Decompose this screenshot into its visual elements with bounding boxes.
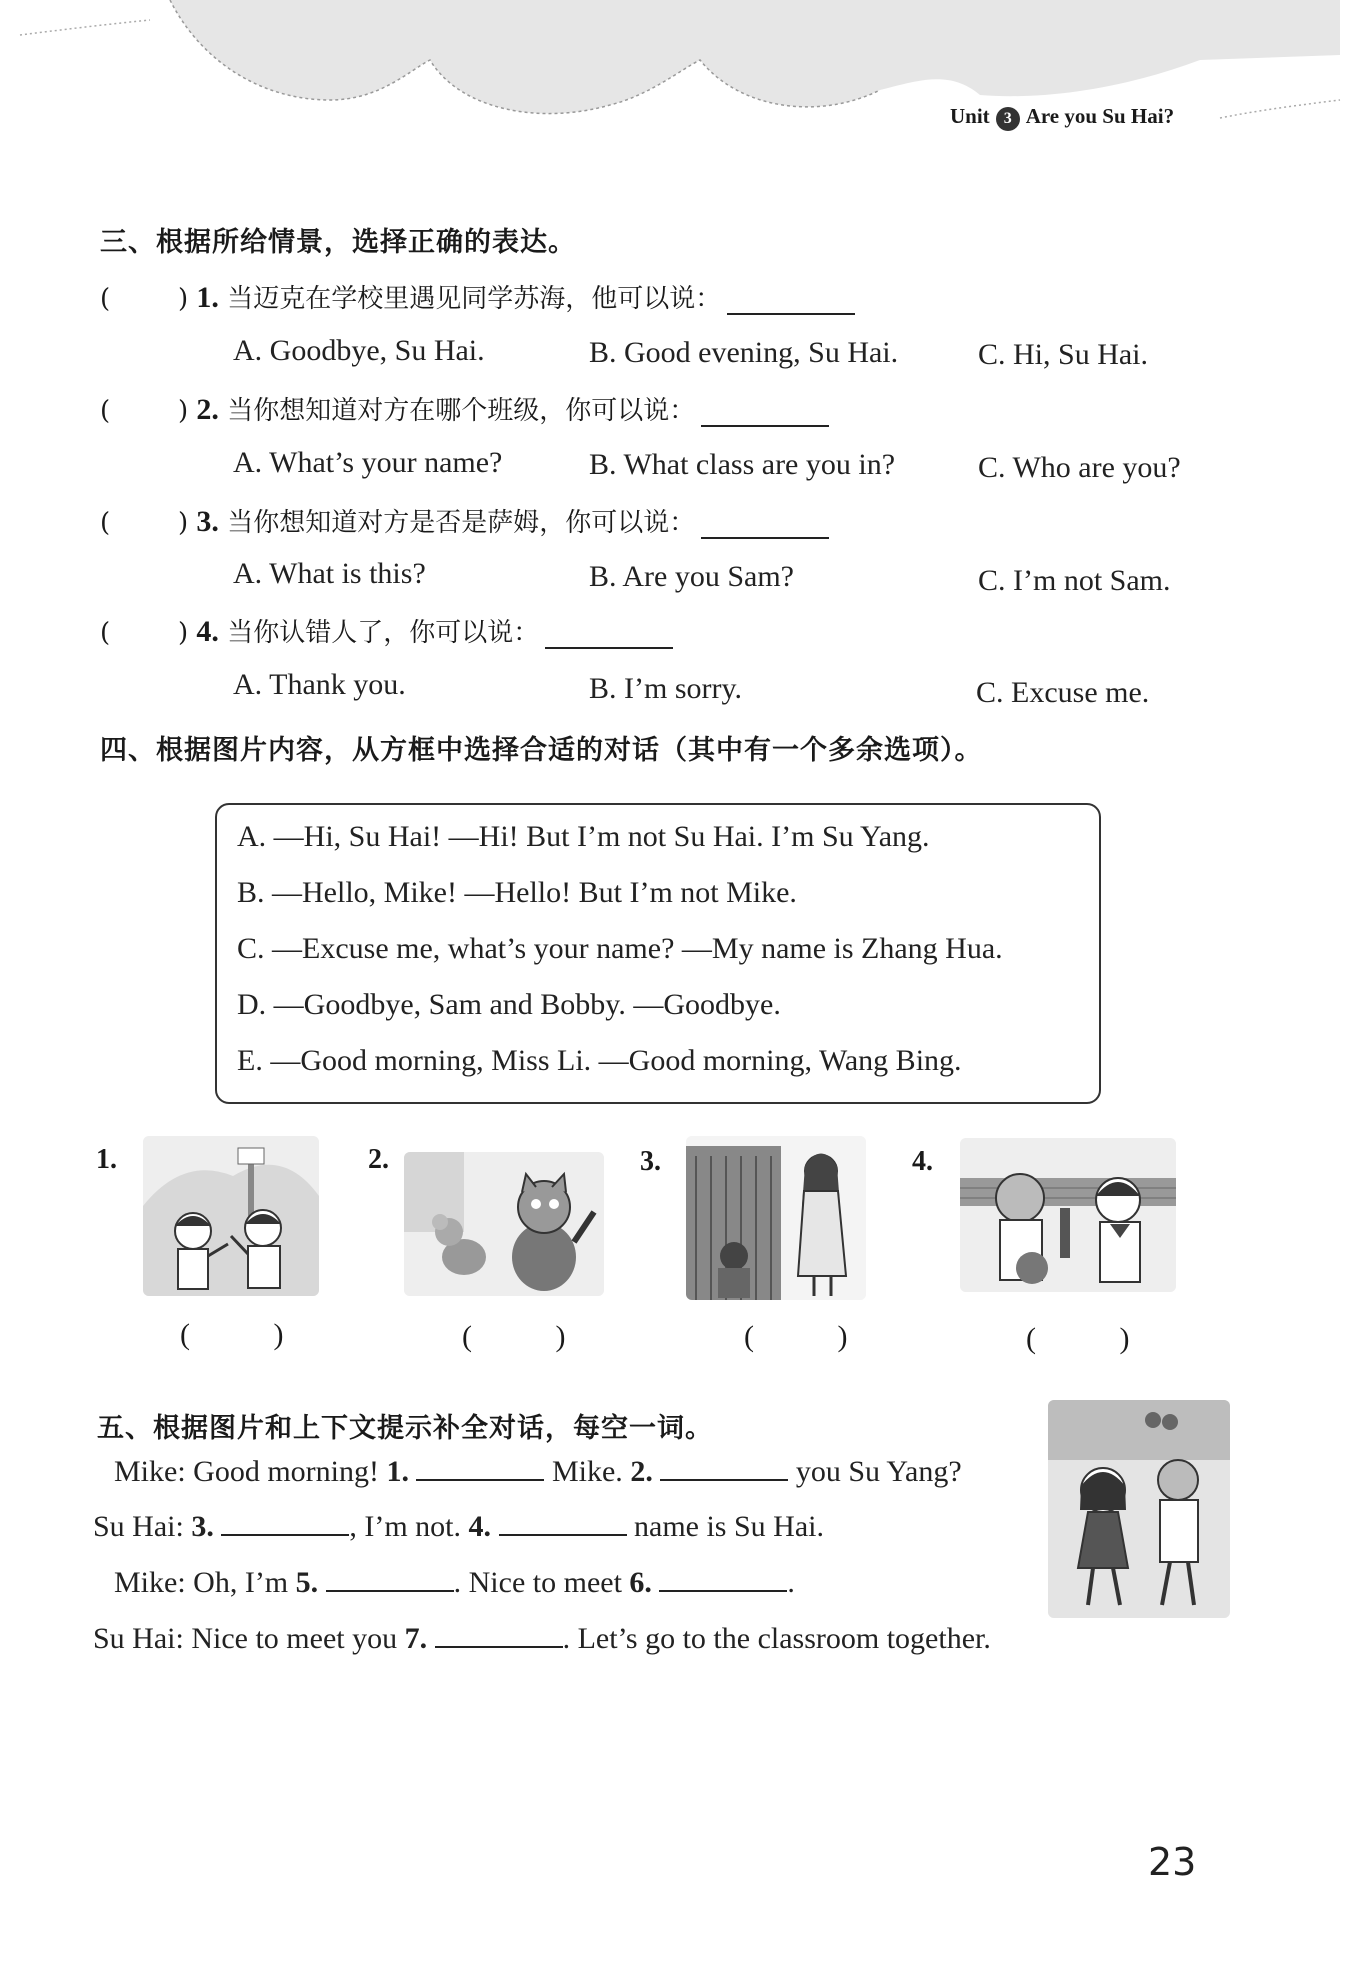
dialogue-text: Su Hai: Nice to meet you [93,1622,405,1655]
question-number: 3. [196,505,219,538]
picture-1-two-boys-greeting [143,1136,319,1296]
picture-4-answer[interactable]: ( ) [1026,1322,1168,1355]
question-1 [100,278,855,315]
answer-paren-close: ) [178,618,189,648]
dialogue-option-c: C. —Excuse me, what’s your name? —My name is Zhang Hua. [237,932,1003,965]
picture-number: 1. [96,1144,117,1175]
option-b: B. Good evening, Su Hai. [589,336,899,369]
unit-header [950,104,1174,131]
answer-blank[interactable] [545,621,673,649]
fill-blank-2[interactable] [660,1455,788,1481]
fill-blank-3[interactable] [221,1510,349,1536]
option-b: B. What class are you in? [589,448,896,481]
section5-picture-boy-and-girl-walking [1048,1400,1230,1618]
answer-paren-open: ( [100,618,111,648]
dialogue-line-1 [114,1455,962,1489]
question-4 [100,612,673,649]
picture-number: 2. [368,1144,389,1175]
question-number: 2. [196,393,219,426]
question-3 [100,502,829,539]
option-c: C. Who are you? [978,451,1181,484]
section4-title: 四、根据图片内容，从方框中选择合适的对话（其中有一个多余选项）。 [100,735,983,766]
answer-paren-open: ( [100,396,111,426]
dialogue-text: . Nice to meet [453,1566,630,1599]
answer-blank[interactable] [727,287,855,315]
blank-number: 1. [386,1455,409,1488]
picture-number: 4. [912,1146,933,1177]
blank-number: 2. [630,1455,653,1488]
fill-blank-5[interactable] [326,1566,454,1592]
dialogue-line-2 [93,1510,824,1544]
dialogue-text: name is Su Hai. [626,1510,824,1543]
fill-blank-1[interactable] [416,1455,544,1481]
picture-3-boy-and-teacher [686,1136,866,1300]
dialogue-option-e: E. —Good morning, Miss Li. —Good morning, Wang Bing. [237,1044,962,1077]
unit-title: Are you Su Hai? [1025,104,1175,128]
section3-title: 三、根据所给情景，选择正确的表达。 [100,227,576,258]
dialogue-option-b: B. —Hello, Mike! —Hello! But I’m not Mike. [237,876,797,909]
option-a: A. What’s your name? [233,446,503,479]
answer-paren-open: ( [100,284,111,314]
option-a: A. What is this? [233,557,426,590]
option-b: B. Are you Sam? [589,560,794,593]
dialogue-option-d: D. —Goodbye, Sam and Bobby. —Goodbye. [237,988,781,1021]
unit-number-badge: 3 [996,107,1020,131]
picture-number: 3. [640,1146,661,1177]
answer-paren-close: ) [178,508,189,538]
picture-2-answer[interactable]: ( ) [462,1320,604,1353]
blank-number: 4. [468,1510,491,1543]
dialogue-text: . [787,1566,795,1599]
blank-number: 3. [191,1510,214,1543]
answer-blank[interactable] [701,511,829,539]
question-2 [100,390,829,427]
option-c: C. I’m not Sam. [978,564,1171,597]
fill-blank-7[interactable] [435,1622,563,1648]
page-number: 23 [1148,1840,1197,1884]
question-prompt: 当你想知道对方是否是萨姆，你可以说： [227,508,696,538]
answer-blank[interactable] [701,399,829,427]
option-b: B. I’m sorry. [589,672,743,705]
dialogue-text: you Su Yang? [788,1455,962,1488]
unit-prefix: Unit [950,104,990,128]
blank-number: 6. [629,1566,652,1599]
dialogue-text: , I’m not. [349,1510,469,1543]
blank-number: 5. [295,1566,319,1599]
dialogue-text: . Let’s go to the classroom together. [562,1622,991,1655]
question-prompt: 当你认错人了，你可以说： [227,618,540,648]
dialogue-text: Mike: Good morning! [114,1455,387,1488]
dialogue-text: Su Hai: [93,1510,192,1543]
dialogue-line-3 [114,1566,795,1600]
blank-number: 7. [404,1622,428,1655]
option-a: A. Goodbye, Su Hai. [233,334,485,367]
picture-1-answer[interactable]: ( ) [180,1318,322,1351]
answer-paren-close: ) [178,396,189,426]
option-c: C. Excuse me. [976,676,1150,709]
option-a: A. Thank you. [233,668,406,701]
picture-3-answer[interactable]: ( ) [744,1320,886,1353]
fill-blank-4[interactable] [499,1510,627,1536]
answer-paren-open: ( [100,508,111,538]
dialogue-option-a: A. —Hi, Su Hai! —Hi! But I’m not Su Hai. I’m Su Yang. [237,820,930,853]
dialogue-line-4 [93,1622,991,1656]
picture-4-boy-and-girl-waving [960,1138,1176,1292]
question-prompt: 当迈克在学校里遇见同学苏海，他可以说： [227,284,722,314]
question-prompt: 当你想知道对方在哪个班级，你可以说： [227,396,696,426]
option-c: C. Hi, Su Hai. [978,338,1149,371]
question-number: 4. [196,615,219,648]
question-number: 1. [196,281,219,314]
fill-blank-6[interactable] [659,1566,787,1592]
section5-title: 五、根据图片和上下文提示补全对话，每空一词。 [97,1413,713,1444]
answer-paren-close: ) [178,284,189,314]
dialogue-text: Mike: Oh, I’m [114,1566,296,1599]
dialogue-text: Mike. [544,1455,631,1488]
picture-2-cat-and-mouse [404,1152,604,1296]
